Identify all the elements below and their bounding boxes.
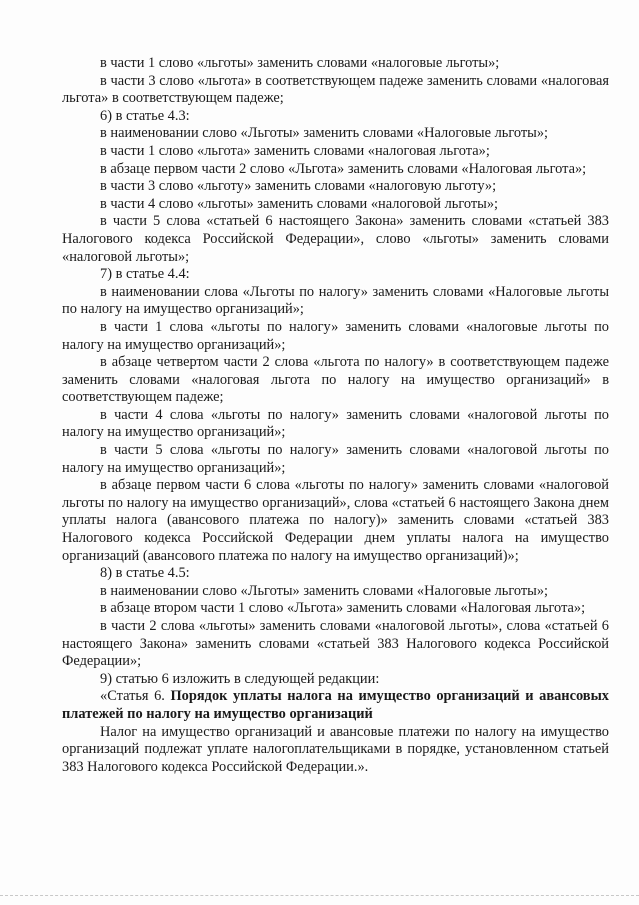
article-heading-title: Порядок уплаты налога на имущество организаций и авансовых платежей по налогу на имущество организаций	[62, 688, 610, 722]
document-body	[62, 55, 609, 776]
paragraph: в наименовании слова «Льготы по налогу» заменить словами «Налоговые льготы по налогу на имущество организаций»;	[62, 283, 609, 318]
paragraph: 6) в статье 4.3:	[100, 107, 190, 124]
paragraph: 8) в статье 4.5:	[100, 565, 190, 582]
paragraph: в части 4 слова «льготы по налогу» заменить словами «налоговой льготы по налогу на имущество организаций»;	[62, 406, 609, 441]
paragraph: в абзаце первом части 2 слово «Льгота» заменить словами «Налоговая льгота»;	[100, 160, 587, 177]
paragraph: в части 4 слово «льготы» заменить словами «налоговой льготы»;	[100, 195, 499, 212]
article-body: Налог на имущество организаций и авансовые платежи по налогу на имущество организаций подлежат уплате налогоплательщиками в порядке, установленном статьей 383 Налогового кодекса Российской Федерации.».	[62, 723, 609, 775]
paragraph: в абзаце втором части 1 слово «Льгота» заменить словами «Налоговая льгота»;	[100, 600, 586, 617]
paragraph: в части 5 слова «льготы по налогу» заменить словами «налоговой льготы по налогу на имущество организаций»;	[62, 442, 609, 476]
paragraph: 9) статью 6 изложить в следующей редакции:	[100, 670, 380, 687]
paragraph: в наименовании слово «Льготы» заменить словами «Налоговые льготы»;	[100, 125, 549, 142]
paragraph: в части 5 слова «статьей 6 настоящего Закона» заменить словами «статьей 383 Налогового кодекса Российской Федерации», слово «льготы» заменить словами «налоговой льготы»;	[62, 213, 609, 265]
paragraph: в абзаце четвертом части 2 слова «льгота по налогу» в соответствующем падеже заменить словами «налоговая льгота по налогу на имущество организаций» в соответствующем падеже;	[62, 354, 609, 406]
paragraph: в наименовании слово «Льготы» заменить словами «Налоговые льготы»;	[100, 582, 549, 599]
paragraph: 7) в статье 4.4:	[100, 266, 190, 283]
paragraph: в части 3 слово «льготу» заменить словами «налоговую льготу»;	[100, 178, 497, 195]
paragraph: в части 1 слова «льготы по налогу» заменить словами «налоговые льготы по налогу на имущество организаций»;	[62, 318, 609, 353]
article-heading	[62, 688, 609, 723]
paragraph: в части 1 слово «льготы» заменить словами «налоговые льготы»;	[100, 55, 500, 71]
page-bottom-divider	[0, 895, 639, 896]
paragraph: в части 3 слово «льгота» в соответствующем падеже заменить словами «налоговая льгота» в соответствующем падеже;	[62, 72, 609, 107]
article-heading-prefix: «Статья 6.	[100, 688, 171, 705]
paragraph: в абзаце первом части 6 слова «льготы по налогу» заменить словами «налоговой льготы по налогу на имущество организаций», слова «статьей 6 настоящего Закона днем уплаты налога (авансового платежа по налогу)» заменить словами «статьей 383 Налогового кодекса Российской Федерации днем уплаты налога на имущество организаций (авансового платежа по налогу на имущество организаций)»;	[62, 477, 609, 564]
paragraph: в части 2 слова «льготы» заменить словами «налоговой льготы», слова «статьей 6 настоящего Закона» заменить словами «статьей 383 Налогового кодекса Российской Федерации»;	[62, 618, 609, 670]
paragraph: в части 1 слово «льгота» заменить словами «налоговая льгота»;	[100, 142, 490, 159]
